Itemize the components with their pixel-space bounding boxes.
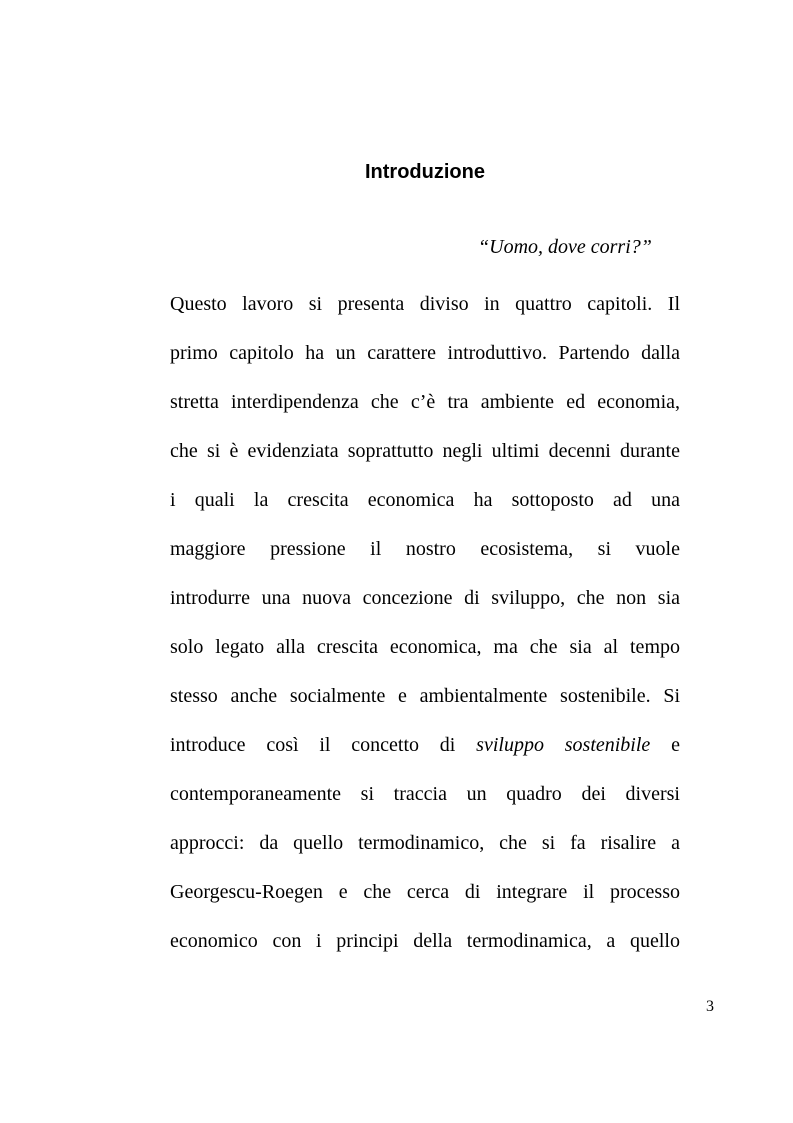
text-line: Georgescu-Roegen e che cerca di integrare il processo [170, 881, 680, 903]
text-line: che si è evidenziata soprattutto negli ultimi decenni durante [170, 440, 680, 462]
text-line: contemporaneamente si traccia un quadro dei diversi [170, 783, 680, 805]
text-line: stesso anche socialmente e ambientalmente sostenibile. Si [170, 685, 680, 707]
text-line: i quali la crescita economica ha sottoposto ad una [170, 489, 680, 511]
text-line: approcci: da quello termodinamico, che si fa risalire a [170, 832, 680, 854]
text-line: Questo lavoro si presenta diviso in quattro capitoli. Il [170, 293, 680, 315]
text-line: primo capitolo ha un carattere introduttivo. Partendo dalla [170, 342, 680, 364]
body-paragraph [170, 285, 680, 971]
page-number: 3 [706, 998, 714, 1015]
text-line-with-emphasis [170, 726, 680, 775]
text-line: economico con i principi della termodinamica, a quello [170, 930, 680, 952]
text-line: solo legato alla crescita economica, ma che sia al tempo [170, 636, 680, 658]
text-line: stretta interdipendenza che c’è tra ambiente ed economia, [170, 391, 680, 413]
emphasized-term: sviluppo sostenibile [476, 734, 651, 756]
text-segment: introduce così il concetto di [170, 734, 477, 756]
text-line: maggiore pressione il nostro ecosistema, si vuole [170, 538, 680, 560]
text-line: introdurre una nuova concezione di sviluppo, che non sia [170, 587, 680, 609]
epigraph-quote: “Uomo, dove corri?” [478, 236, 652, 258]
text-segment: e [671, 734, 680, 756]
page-title: Introduzione [365, 161, 485, 183]
